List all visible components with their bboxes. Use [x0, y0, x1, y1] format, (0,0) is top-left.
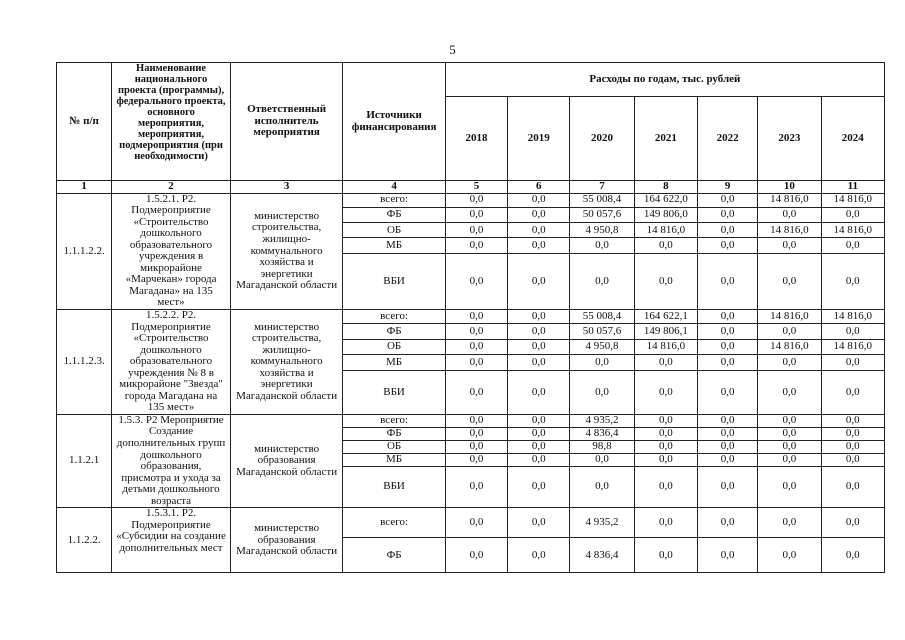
expense-value: 0,0	[445, 466, 507, 507]
expense-value: 0,0	[821, 508, 884, 538]
expense-value: 0,0	[508, 253, 570, 309]
expense-value: 50 057,6	[570, 324, 634, 339]
expense-value: 0,0	[445, 370, 507, 414]
item-executor: министерство строительства, жилищно-коммунального хозяйства и энергетики Магаданской области	[230, 193, 343, 309]
item-code: 1.1.1.2.3.	[57, 310, 112, 415]
expense-value: 14 816,0	[634, 223, 697, 238]
expense-value: 164 622,0	[634, 193, 697, 207]
expense-value: 0,0	[445, 324, 507, 339]
expense-value: 0,0	[758, 324, 821, 339]
expense-value: 4 836,4	[570, 538, 634, 573]
header-name: Наименование национального проекта (программы), федерального проекта, основного мероприятия, мероприятия, подмероприятия (при необходимости)	[112, 63, 231, 181]
expense-value: 0,0	[821, 414, 884, 427]
column-number: 8	[634, 181, 697, 194]
funding-source: ОБ	[343, 223, 445, 238]
expense-value: 98,8	[570, 440, 634, 453]
column-number: 1	[57, 181, 112, 194]
header-year: 2018	[445, 97, 507, 181]
expense-value: 0,0	[445, 538, 507, 573]
funding-source: ВБИ	[343, 466, 445, 507]
expense-value: 0,0	[634, 538, 697, 573]
expense-value: 4 950,8	[570, 339, 634, 354]
expense-value: 0,0	[697, 414, 757, 427]
expense-value: 14 816,0	[634, 339, 697, 354]
funding-source: ОБ	[343, 440, 445, 453]
funding-source: всего:	[343, 414, 445, 427]
column-number: 10	[758, 181, 821, 194]
expense-value: 0,0	[445, 339, 507, 354]
header-executor: Ответственный исполнитель мероприятия	[230, 63, 343, 181]
item-executor: министерство образования Магаданской области	[230, 414, 343, 507]
expense-value: 0,0	[508, 310, 570, 324]
expense-value: 0,0	[634, 508, 697, 538]
expense-value: 0,0	[445, 253, 507, 309]
expense-value: 149 806,0	[634, 207, 697, 222]
expense-value: 0,0	[697, 339, 757, 354]
expense-value: 0,0	[821, 440, 884, 453]
expense-value: 14 816,0	[758, 339, 821, 354]
expense-value: 0,0	[821, 238, 884, 253]
expense-value: 0,0	[570, 238, 634, 253]
funding-source: ВБИ	[343, 253, 445, 309]
expense-value: 0,0	[634, 466, 697, 507]
table-body	[57, 193, 885, 573]
expense-value: 14 816,0	[821, 310, 884, 324]
item-executor: министерство строительства, жилищно-коммунального хозяйства и энергетики Магаданской области	[230, 310, 343, 415]
expense-value: 55 008,4	[570, 193, 634, 207]
expense-value: 4 935,2	[570, 414, 634, 427]
item-executor: министерство образования Магаданской области	[230, 508, 343, 573]
expense-value: 0,0	[758, 370, 821, 414]
column-number: 11	[821, 181, 884, 194]
header-num: № п/п	[57, 63, 112, 181]
expense-value: 0,0	[821, 538, 884, 573]
header-year: 2020	[570, 97, 634, 181]
header-expenses: Расходы по годам, тыс. рублей	[445, 63, 884, 97]
expense-value: 0,0	[634, 253, 697, 309]
expense-value: 0,0	[508, 324, 570, 339]
expense-value: 0,0	[508, 207, 570, 222]
header-year: 2024	[821, 97, 884, 181]
expense-value: 0,0	[821, 453, 884, 466]
expense-value: 0,0	[570, 453, 634, 466]
funding-source: ФБ	[343, 324, 445, 339]
expense-value: 0,0	[821, 324, 884, 339]
expense-value: 0,0	[634, 440, 697, 453]
expense-value: 50 057,6	[570, 207, 634, 222]
expense-value: 0,0	[821, 466, 884, 507]
header-year: 2022	[697, 97, 757, 181]
expense-value: 0,0	[697, 310, 757, 324]
expense-value: 14 816,0	[758, 223, 821, 238]
expense-value: 0,0	[697, 207, 757, 222]
expense-value: 14 816,0	[758, 193, 821, 207]
expense-value: 0,0	[634, 427, 697, 440]
funding-source: всего:	[343, 508, 445, 538]
expense-value: 0,0	[445, 508, 507, 538]
funding-source: МБ	[343, 355, 445, 370]
funding-source: ВБИ	[343, 370, 445, 414]
funding-source: всего:	[343, 193, 445, 207]
expense-value: 0,0	[697, 508, 757, 538]
expense-value: 0,0	[445, 453, 507, 466]
column-number: 4	[343, 181, 445, 194]
expense-value: 0,0	[758, 253, 821, 309]
header-year: 2019	[508, 97, 570, 181]
expense-value: 14 816,0	[758, 310, 821, 324]
expense-value: 0,0	[758, 538, 821, 573]
expense-value: 0,0	[821, 355, 884, 370]
expense-value: 0,0	[570, 355, 634, 370]
expense-value: 0,0	[634, 355, 697, 370]
expense-value: 55 008,4	[570, 310, 634, 324]
item-name: 1.5.2.1. Р2. Подмероприятие «Строительство дошкольного образовательного учреждения в микрорайоне «Марчекан» города Магадана» на 135 мест»	[112, 193, 231, 309]
expense-value: 0,0	[570, 466, 634, 507]
item-code: 1.1.1.2.2.	[57, 193, 112, 309]
expense-value: 0,0	[821, 253, 884, 309]
column-number: 7	[570, 181, 634, 194]
expense-value: 0,0	[445, 440, 507, 453]
expense-value: 14 816,0	[821, 339, 884, 354]
expense-value: 0,0	[697, 466, 757, 507]
item-name: 1.5.3. Р2 Мероприятие Создание дополнительных групп дошкольного образования, присмотра и ухода за детьми дошкольного возраста	[112, 414, 231, 507]
expense-value: 0,0	[697, 223, 757, 238]
funding-source: ФБ	[343, 538, 445, 573]
expense-value: 0,0	[508, 370, 570, 414]
expense-value: 0,0	[508, 238, 570, 253]
funding-source: МБ	[343, 453, 445, 466]
table-header	[57, 63, 885, 194]
expenses-table	[56, 62, 885, 573]
expense-value: 0,0	[697, 370, 757, 414]
expense-value: 0,0	[508, 414, 570, 427]
expense-value: 0,0	[508, 355, 570, 370]
expense-value: 0,0	[445, 193, 507, 207]
expense-value: 0,0	[445, 238, 507, 253]
expense-value: 0,0	[508, 466, 570, 507]
expense-value: 0,0	[697, 238, 757, 253]
expense-value: 0,0	[445, 355, 507, 370]
funding-source: ОБ	[343, 339, 445, 354]
expense-value: 0,0	[570, 253, 634, 309]
funding-source: МБ	[343, 238, 445, 253]
expense-value: 0,0	[758, 238, 821, 253]
expense-value: 0,0	[821, 207, 884, 222]
expense-value: 0,0	[758, 508, 821, 538]
expense-value: 0,0	[697, 253, 757, 309]
expense-value: 0,0	[508, 339, 570, 354]
expense-value: 0,0	[758, 453, 821, 466]
column-number: 2	[112, 181, 231, 194]
page-number: 5	[449, 42, 456, 57]
expense-value: 0,0	[758, 427, 821, 440]
expense-value: 0,0	[445, 207, 507, 222]
expense-value: 0,0	[821, 370, 884, 414]
expense-value: 0,0	[758, 207, 821, 222]
expense-value: 4 836,4	[570, 427, 634, 440]
expense-value: 0,0	[758, 440, 821, 453]
item-code: 1.1.2.1	[57, 414, 112, 507]
expense-value: 0,0	[634, 414, 697, 427]
expense-value: 0,0	[758, 466, 821, 507]
expense-value: 0,0	[508, 508, 570, 538]
expense-value: 0,0	[508, 453, 570, 466]
column-number: 5	[445, 181, 507, 194]
column-number: 9	[697, 181, 757, 194]
expense-value: 0,0	[758, 414, 821, 427]
expense-value: 0,0	[508, 193, 570, 207]
table-row	[57, 508, 885, 538]
funding-source: всего:	[343, 310, 445, 324]
expense-value: 14 816,0	[821, 193, 884, 207]
table-row	[57, 414, 885, 427]
expense-value: 4 935,2	[570, 508, 634, 538]
expense-value: 0,0	[697, 193, 757, 207]
table-row	[57, 310, 885, 324]
expense-value: 0,0	[570, 370, 634, 414]
expense-value: 0,0	[697, 427, 757, 440]
item-name: 1.5.3.1. Р2. Подмероприятие «Субсидии на создание дополнительных мест	[112, 508, 231, 573]
item-name: 1.5.2.2. Р2. Подмероприятие «Строительство дошкольного образовательного учреждения № 8 в микрорайоне "Звезда" города Магадана на 135 мест»	[112, 310, 231, 415]
expense-value: 0,0	[634, 238, 697, 253]
expense-value: 0,0	[508, 538, 570, 573]
expense-value: 0,0	[508, 427, 570, 440]
expense-value: 0,0	[634, 453, 697, 466]
expense-value: 0,0	[445, 223, 507, 238]
table-row	[57, 193, 885, 207]
column-number: 3	[230, 181, 343, 194]
expense-value: 14 816,0	[821, 223, 884, 238]
funding-source: ФБ	[343, 207, 445, 222]
expense-value: 0,0	[697, 453, 757, 466]
expense-value: 0,0	[508, 440, 570, 453]
expense-value: 0,0	[821, 427, 884, 440]
item-code: 1.1.2.2.	[57, 508, 112, 573]
expense-value: 164 622,1	[634, 310, 697, 324]
expense-value: 0,0	[697, 355, 757, 370]
expense-value: 0,0	[697, 440, 757, 453]
header-year: 2021	[634, 97, 697, 181]
expense-value: 0,0	[508, 223, 570, 238]
expense-value: 0,0	[758, 355, 821, 370]
expense-value: 0,0	[445, 310, 507, 324]
expense-value: 0,0	[697, 538, 757, 573]
expense-value: 149 806,1	[634, 324, 697, 339]
expense-value: 4 950,8	[570, 223, 634, 238]
expense-value: 0,0	[634, 370, 697, 414]
header-sources: Источники финансирования	[343, 63, 445, 181]
expense-value: 0,0	[445, 427, 507, 440]
expense-value: 0,0	[697, 324, 757, 339]
column-number: 6	[508, 181, 570, 194]
column-numbers-row	[57, 181, 885, 194]
header-year: 2023	[758, 97, 821, 181]
funding-source: ФБ	[343, 427, 445, 440]
expense-value: 0,0	[445, 414, 507, 427]
